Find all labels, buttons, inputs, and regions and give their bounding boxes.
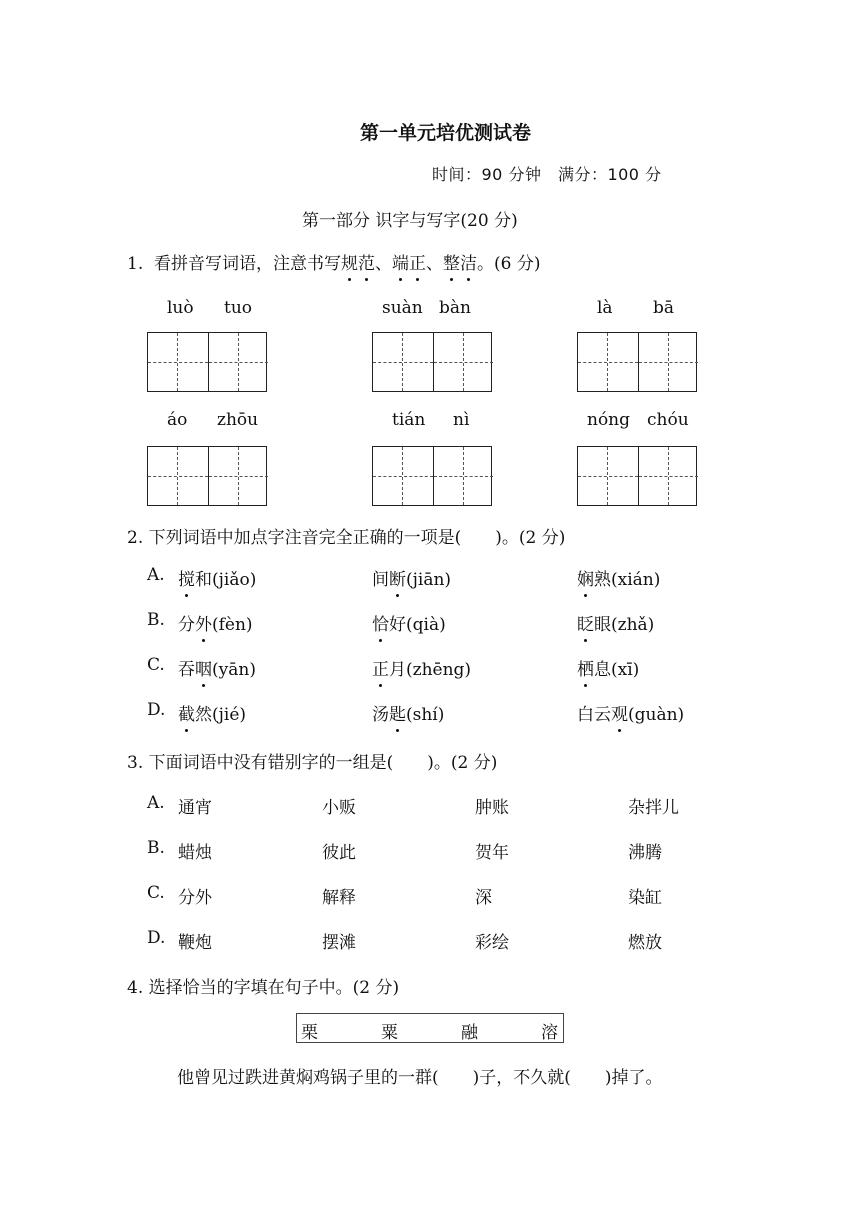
pinyin-syllable: tuo (224, 298, 253, 318)
option-word: 杂拌儿 (628, 798, 679, 818)
option-word: 间断(jiān) (372, 565, 451, 590)
dotted-char: 规 (341, 249, 358, 274)
writing-grid[interactable] (147, 446, 267, 506)
q1-text-pre: 看拼音写词语，注意书写 (154, 254, 342, 274)
option-word: 娴熟(xián) (577, 565, 660, 590)
option-word: 沸腾 (628, 843, 662, 863)
dotted-char: 观 (611, 700, 628, 725)
option-word: 鞭炮 (178, 933, 212, 953)
pinyin-syllable: là (597, 298, 613, 318)
writing-grid[interactable] (147, 332, 267, 392)
q1-text-post: 。(6 分) (477, 254, 541, 274)
pinyin-syllable: tián (392, 410, 426, 430)
option-label[interactable]: D. (147, 928, 166, 948)
pinyin-syllable: chóu (647, 410, 689, 430)
question-4: 4. 选择恰当的字填在句子中。(2 分) (127, 978, 400, 998)
option-label[interactable]: B. (147, 838, 165, 858)
option-word: 彼此 (322, 843, 356, 863)
dotted-char: 搅 (178, 565, 195, 590)
dotted-char: 断 (389, 565, 406, 590)
character-choice-box (296, 1013, 564, 1043)
option-word: 汤匙(shí) (372, 700, 444, 725)
option-label[interactable]: A. (147, 565, 165, 585)
pinyin-syllable: bā (653, 298, 675, 318)
option-label[interactable]: B. (147, 610, 165, 630)
writing-grid[interactable] (372, 332, 492, 392)
option-word: 眨眼(zhǎ) (577, 610, 654, 635)
option-word: 小贩 (322, 798, 356, 818)
fill-blank-sentence: 他曾见过跌进黄焖鸡锅子里的一群( )子，不久就( )掉了。 (177, 1068, 663, 1088)
option-word: 贺年 (475, 843, 509, 863)
writing-grid[interactable] (577, 332, 697, 392)
option-word: 摆滩 (322, 933, 356, 953)
pinyin-syllable: zhōu (217, 410, 259, 430)
question-2: 2. 下列词语中加点字注音完全正确的一项是( )。(2 分) (127, 528, 566, 548)
dotted-char: 截 (178, 700, 195, 725)
option-word: 解释 (322, 888, 356, 908)
dotted-char: 眨 (577, 610, 594, 635)
pinyin-syllable: nì (453, 410, 470, 430)
option-word: 搅和(jiǎo) (178, 565, 256, 590)
page-title: 第一单元培优测试卷 (360, 122, 532, 144)
dotted-char: 栖 (577, 655, 594, 680)
dotted-char: 恰 (372, 610, 389, 635)
dotted-char: 外 (195, 610, 212, 635)
pinyin-syllable: luò (167, 298, 194, 318)
option-word: 燃放 (628, 933, 662, 953)
dotted-char: 正 (372, 655, 389, 680)
option-word: 截然(jié) (178, 700, 246, 725)
option-word: 栖息(xī) (577, 655, 639, 680)
pinyin-syllable: nóng (587, 410, 631, 430)
choice-char[interactable]: 融 (461, 1023, 478, 1043)
option-label[interactable]: A. (147, 793, 165, 813)
choice-char[interactable]: 粟 (381, 1023, 398, 1043)
option-word: 蜡烛 (178, 843, 212, 863)
option-word: 吞咽(yān) (178, 655, 256, 680)
option-word: 正月(zhēng) (372, 655, 471, 680)
option-word: 染缸 (628, 888, 662, 908)
option-word: 恰好(qià) (372, 610, 446, 635)
dotted-char: 正 (409, 249, 426, 274)
choice-char[interactable]: 栗 (301, 1023, 318, 1043)
option-label[interactable]: C. (147, 883, 165, 903)
dotted-char: 范 (358, 249, 375, 274)
dotted-char: 娴 (577, 565, 594, 590)
question-1 (127, 249, 541, 274)
option-word: 分外(fèn) (178, 610, 253, 635)
question-3: 3. 下面词语中没有错别字的一组是( )。(2 分) (127, 753, 498, 773)
separator: 、 (426, 254, 444, 274)
option-word: 通宵 (178, 798, 212, 818)
exam-meta: 时间：90 分钟 满分：100 分 (432, 165, 662, 184)
option-word: 白云观(guàn) (577, 700, 684, 725)
writing-grid[interactable] (577, 446, 697, 506)
dotted-char: 匙 (389, 700, 406, 725)
separator: 、 (375, 254, 393, 274)
choice-char[interactable]: 溶 (541, 1023, 558, 1043)
pinyin-syllable: suàn (382, 298, 423, 318)
option-word: 彩绘 (475, 933, 509, 953)
option-word: 深 (475, 888, 492, 908)
dotted-char: 洁 (460, 249, 477, 274)
option-label[interactable]: C. (147, 655, 165, 675)
dotted-char: 端 (392, 249, 409, 274)
option-word: 肿账 (475, 798, 509, 818)
q1-number: 1. (127, 254, 144, 274)
writing-grid[interactable] (372, 446, 492, 506)
option-label[interactable]: D. (147, 700, 166, 720)
pinyin-syllable: bàn (439, 298, 471, 318)
dotted-char: 咽 (195, 655, 212, 680)
pinyin-syllable: áo (167, 410, 188, 430)
option-word: 分外 (178, 888, 212, 908)
dotted-char: 整 (443, 249, 460, 274)
section-heading: 第一部分 识字与写字(20 分) (302, 211, 518, 231)
